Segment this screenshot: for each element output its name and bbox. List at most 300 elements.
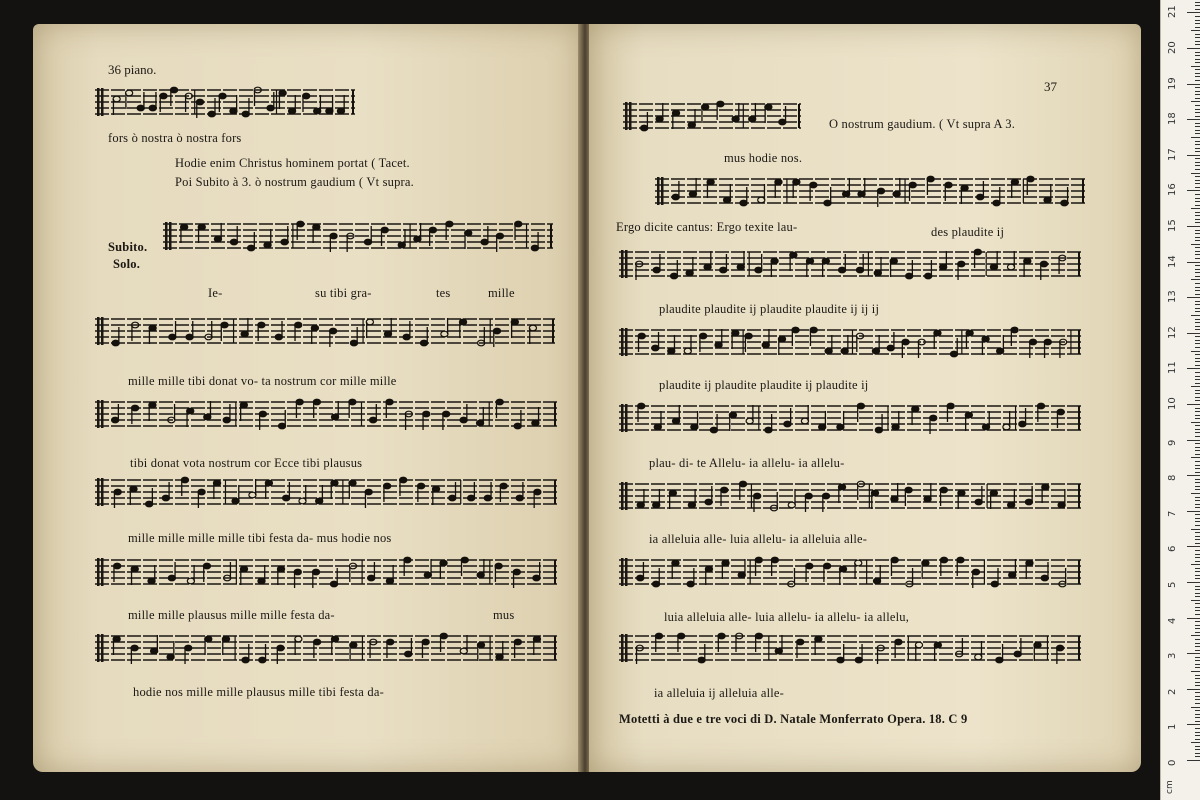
note-head — [873, 578, 880, 584]
note-head — [961, 185, 968, 191]
ruler-tick — [1195, 728, 1200, 729]
note-head — [440, 560, 447, 566]
ruler-tick — [1195, 212, 1200, 213]
note-head — [514, 639, 521, 645]
note-head — [349, 480, 356, 486]
ruler-unit: cm — [1165, 780, 1175, 794]
note-head — [429, 227, 436, 233]
note-head — [112, 340, 119, 346]
note-head — [331, 636, 338, 642]
rubric-solo: Solo. — [113, 257, 141, 271]
book-spread — [33, 24, 1143, 776]
ruler-tick — [1195, 486, 1200, 487]
ruler-tick — [1195, 703, 1200, 704]
ruler-tick — [1195, 482, 1200, 483]
ruler-tick — [1195, 5, 1200, 6]
ruler-tick — [1187, 511, 1200, 512]
clef-mark — [621, 328, 624, 356]
note-head — [1019, 421, 1026, 427]
ruler-tick — [1195, 254, 1200, 255]
note-head — [775, 648, 782, 654]
staff-svg — [95, 470, 557, 522]
lyric-line: mille mille tibi donat vo- ta nostrum cor mille mille — [128, 374, 397, 388]
ruler-tick — [1187, 724, 1200, 725]
ruler-tick — [1195, 247, 1200, 248]
note-head — [837, 657, 844, 663]
note-head — [678, 633, 685, 639]
note-head — [314, 108, 321, 114]
ruler-tick — [1187, 653, 1200, 654]
ruler-label: 21 — [1167, 5, 1178, 19]
note-head — [895, 639, 902, 645]
ruler-tick — [1195, 9, 1200, 10]
ruler-tick — [1195, 73, 1200, 74]
lyric-line: tibi donat vota nostrum cor Ecce tibi plausus — [130, 456, 363, 470]
ruler-tick — [1191, 208, 1200, 209]
ruler-tick — [1187, 48, 1200, 49]
ruler-tick — [1195, 429, 1200, 430]
ruler-tick — [1195, 201, 1200, 202]
ruler-tick — [1195, 436, 1200, 437]
ruler-tick — [1195, 372, 1200, 373]
note-head — [204, 414, 211, 420]
note-head — [746, 418, 753, 424]
clef-mark — [625, 328, 628, 356]
note-head — [801, 418, 808, 424]
note-head — [700, 333, 707, 339]
note-head — [718, 633, 725, 639]
ruler-tick — [1195, 714, 1200, 715]
note-head — [739, 481, 746, 487]
ruler-tick — [1195, 76, 1200, 77]
note-head — [495, 563, 502, 569]
note-head — [477, 642, 484, 648]
note-head — [672, 194, 679, 200]
note-head — [754, 493, 761, 499]
staff-svg — [619, 396, 1081, 448]
music-staff — [619, 626, 1081, 678]
ruler-tick — [1195, 746, 1200, 747]
note-head — [637, 575, 644, 581]
ruler-tick — [1195, 294, 1200, 295]
note-head — [221, 322, 228, 328]
note-head — [656, 116, 663, 122]
ruler-label: 7 — [1167, 510, 1178, 517]
note-head — [114, 489, 121, 495]
note-head — [198, 224, 205, 230]
note-head — [476, 420, 483, 426]
note-head — [170, 87, 177, 93]
note-head — [312, 569, 319, 575]
note-head — [784, 421, 791, 427]
note-head — [940, 487, 947, 493]
ruler-tick — [1195, 660, 1200, 661]
ruler-tick — [1187, 368, 1200, 369]
ruler-label: 6 — [1167, 546, 1178, 553]
note-head — [500, 483, 507, 489]
lyric-line: mille mille mille mille tibi festa da- mus hodie nos — [128, 531, 392, 545]
note-head — [669, 490, 676, 496]
ruler-tick — [1195, 543, 1200, 544]
note-head — [841, 348, 848, 354]
lyric-fragment: des plaudite ij — [931, 225, 1005, 239]
staff-svg — [619, 242, 1081, 294]
note-head — [927, 176, 934, 182]
note-head — [1044, 197, 1051, 203]
music-staff — [95, 470, 557, 522]
note-head — [755, 633, 762, 639]
note-head — [350, 642, 357, 648]
note-head — [762, 342, 769, 348]
note-head — [775, 179, 782, 185]
ruler-tick — [1195, 692, 1200, 693]
instruction-line: Poi Subito à 3. ò nostrum gaudium ( Vt supra. — [175, 175, 414, 189]
music-staff — [163, 214, 553, 266]
clef-mark — [97, 634, 100, 662]
ruler-tick — [1195, 162, 1200, 163]
note-head — [350, 340, 357, 346]
ruler-tick — [1195, 347, 1200, 348]
ruler-tick — [1195, 112, 1200, 113]
ruler-tick — [1191, 671, 1200, 672]
ruler-tick — [1195, 664, 1200, 665]
note-head — [689, 191, 696, 197]
ruler-tick — [1195, 415, 1200, 416]
ruler-tick — [1195, 55, 1200, 56]
note-head — [149, 402, 156, 408]
staff-svg — [95, 80, 355, 126]
ruler-label: 10 — [1167, 397, 1178, 410]
ruler-tick — [1191, 707, 1200, 708]
note-head — [531, 245, 538, 251]
clef-mark — [621, 250, 624, 278]
ruler-tick — [1195, 265, 1200, 266]
ruler-label: 17 — [1167, 148, 1178, 161]
note-head — [732, 116, 739, 122]
note-head — [788, 502, 795, 508]
music-staff — [619, 242, 1081, 294]
ruler-tick — [1195, 447, 1200, 448]
ruler-tick — [1195, 650, 1200, 651]
note-head — [534, 489, 541, 495]
ruler-tick — [1195, 500, 1200, 501]
ruler-tick — [1187, 190, 1200, 191]
ruler-tick — [1195, 141, 1200, 142]
ruler-tick — [1195, 504, 1200, 505]
staff-svg — [95, 309, 555, 361]
ruler-tick — [1187, 262, 1200, 263]
ruler-tick — [1195, 222, 1200, 223]
note-head — [240, 566, 247, 572]
note-head — [720, 267, 727, 273]
ruler-tick — [1195, 304, 1200, 305]
clef-mark — [661, 177, 664, 205]
note-head — [299, 498, 306, 504]
ruler-tick — [1195, 98, 1200, 99]
ruler-tick — [1195, 749, 1200, 750]
note-head — [313, 399, 320, 405]
ruler-tick — [1187, 226, 1200, 227]
note-head — [672, 560, 679, 566]
note-head — [1041, 575, 1048, 581]
ruler-label: 5 — [1167, 581, 1178, 588]
ruler-tick — [1195, 165, 1200, 166]
ruler-tick — [1195, 258, 1200, 259]
note-head — [303, 93, 310, 99]
note-head — [924, 496, 931, 502]
ruler-tick — [1195, 514, 1200, 515]
note-head — [810, 327, 817, 333]
note-head — [958, 490, 965, 496]
ruler-tick — [1195, 497, 1200, 498]
note-head — [265, 480, 272, 486]
note-head — [990, 490, 997, 496]
clef-mark — [625, 102, 628, 130]
ruler-tick — [1187, 333, 1200, 334]
note-head — [975, 654, 982, 660]
clef-mark — [101, 634, 104, 662]
ruler-tick — [1191, 564, 1200, 565]
note-head — [481, 239, 488, 245]
note-head — [765, 104, 772, 110]
ruler-tick — [1195, 287, 1200, 288]
note-head — [513, 569, 520, 575]
note-head — [381, 227, 388, 233]
ruler-tick — [1195, 133, 1200, 134]
ruler-tick — [1191, 101, 1200, 102]
note-head — [975, 499, 982, 505]
note-head — [837, 424, 844, 430]
note-head — [815, 636, 822, 642]
lyric-fragment: mus — [493, 608, 515, 622]
note-head — [982, 424, 989, 430]
ruler-tick — [1191, 66, 1200, 67]
ruler-tick — [1195, 667, 1200, 668]
note-head — [443, 411, 450, 417]
ruler-tick — [1195, 596, 1200, 597]
note-head — [793, 179, 800, 185]
note-head — [1008, 502, 1015, 508]
ruler-tick — [1195, 109, 1200, 110]
ruler-tick — [1195, 329, 1200, 330]
ruler-tick — [1195, 682, 1200, 683]
note-head — [198, 489, 205, 495]
staff-svg — [163, 214, 553, 266]
clef-mark — [621, 558, 624, 586]
ruler-tick — [1195, 400, 1200, 401]
note-head — [872, 348, 879, 354]
staff-svg — [623, 94, 801, 140]
note-head — [822, 493, 829, 499]
ruler-tick — [1195, 52, 1200, 53]
note-head — [316, 498, 323, 504]
ruler-tick — [1187, 689, 1200, 690]
ruler-label: 9 — [1167, 439, 1178, 446]
ruler-tick — [1195, 144, 1200, 145]
lyric-line: mille mille plausus mille mille festa da- — [128, 608, 335, 622]
note-head — [1024, 258, 1031, 264]
right-page-number: 37 — [1044, 79, 1057, 94]
ruler-label: 16 — [1167, 183, 1178, 197]
note-head — [337, 108, 344, 114]
note-head — [230, 239, 237, 245]
ruler-tick — [1195, 657, 1200, 658]
staff-svg — [619, 474, 1081, 526]
ruler-tick — [1195, 610, 1200, 611]
note-head — [404, 557, 411, 563]
ruler-tick — [1195, 269, 1200, 270]
ruler-tick — [1187, 297, 1200, 298]
lyric-fragment: su tibi gra- — [315, 286, 372, 300]
note-head — [514, 423, 521, 429]
note-head — [365, 489, 372, 495]
note-head — [688, 502, 695, 508]
ruler-label: 15 — [1167, 219, 1178, 232]
note-head — [364, 239, 371, 245]
note-head — [653, 267, 660, 273]
note-head — [230, 108, 237, 114]
note-head — [242, 657, 249, 663]
note-head — [1009, 572, 1016, 578]
ruler-tick — [1195, 2, 1200, 3]
ruler-tick — [1195, 311, 1200, 312]
ruler-tick — [1195, 532, 1200, 533]
note-head — [496, 233, 503, 239]
ruler-tick — [1195, 358, 1200, 359]
inline-instruction: O nostrum gaudium. ( Vt supra A 3. — [829, 117, 1016, 131]
note-head — [806, 563, 813, 569]
note-head — [1034, 642, 1041, 648]
lyric-line: luia alleluia alle- luia allelu- ia allelu- ia allelu, — [664, 610, 910, 624]
ruler-tick — [1191, 457, 1200, 458]
note-head — [972, 569, 979, 575]
staff-svg — [619, 320, 1081, 372]
note-head — [721, 487, 728, 493]
ruler-tick — [1195, 105, 1200, 106]
clef-mark — [165, 222, 168, 250]
note-head — [329, 328, 336, 334]
note-head — [755, 557, 762, 563]
note-head — [806, 258, 813, 264]
ruler-label: 14 — [1167, 254, 1178, 268]
note-head — [990, 264, 997, 270]
note-head — [724, 197, 731, 203]
ruler-tick — [1191, 635, 1200, 636]
note-head — [966, 330, 973, 336]
note-head — [982, 336, 989, 342]
note-head — [715, 342, 722, 348]
note-head — [384, 331, 391, 337]
ruler-tick — [1195, 408, 1200, 409]
lyric-line: mus hodie nos. — [724, 151, 803, 165]
ruler-tick — [1195, 34, 1200, 35]
ruler-label: 12 — [1167, 326, 1178, 339]
note-head — [905, 487, 912, 493]
note-head — [1037, 403, 1044, 409]
note-head — [405, 651, 412, 657]
note-head — [214, 236, 221, 242]
clef-mark — [101, 88, 104, 116]
ruler-tick — [1195, 233, 1200, 234]
note-head — [167, 654, 174, 660]
note-head — [686, 270, 693, 276]
note-head — [1057, 409, 1064, 415]
note-head — [296, 399, 303, 405]
ruler-tick — [1195, 180, 1200, 181]
lyric-fragment: mille — [488, 286, 515, 300]
ruler-tick — [1195, 183, 1200, 184]
note-head — [313, 224, 320, 230]
note-head — [386, 399, 393, 405]
ruler-tick — [1195, 472, 1200, 473]
note-head — [638, 333, 645, 339]
clef-mark — [97, 88, 100, 116]
ruler-tick — [1195, 568, 1200, 569]
lyric-line: ia alleluia ij alleluia alle- — [654, 686, 785, 700]
note-head — [722, 560, 729, 566]
note-head — [232, 498, 239, 504]
ruler-tick — [1195, 550, 1200, 551]
ruler-label: 4 — [1167, 617, 1178, 624]
note-head — [1029, 339, 1036, 345]
clef-mark — [621, 634, 624, 662]
ruler-tick — [1191, 742, 1200, 743]
staff-svg — [655, 169, 1085, 221]
note-head — [511, 319, 518, 325]
note-head — [277, 645, 284, 651]
note-head — [449, 495, 456, 501]
ruler-tick — [1195, 632, 1200, 633]
note-head — [148, 578, 155, 584]
note-head — [855, 560, 862, 566]
note-head — [974, 249, 981, 255]
note-head — [160, 93, 167, 99]
lyric-line: hodie nos mille mille plausus mille tibi festa da- — [133, 685, 384, 699]
music-staff — [619, 474, 1081, 526]
ruler-tick — [1195, 721, 1200, 722]
note-head — [313, 639, 320, 645]
ruler-tick — [1195, 468, 1200, 469]
note-head — [890, 258, 897, 264]
note-head — [414, 236, 421, 242]
ruler-tick — [1195, 643, 1200, 644]
ruler-tick — [1195, 717, 1200, 718]
note-head — [181, 477, 188, 483]
clef-mark — [97, 558, 100, 586]
ruler-tick — [1195, 699, 1200, 700]
note-head — [877, 188, 884, 194]
note-head — [259, 411, 266, 417]
note-head — [278, 423, 285, 429]
note-head — [940, 264, 947, 270]
ruler-tick — [1195, 479, 1200, 480]
ruler-tick — [1195, 432, 1200, 433]
note-head — [131, 566, 138, 572]
ruler-tick — [1195, 198, 1200, 199]
note-head — [516, 495, 523, 501]
ruler-tick — [1195, 465, 1200, 466]
ruler-tick — [1187, 582, 1200, 583]
note-head — [732, 330, 739, 336]
ruler-tick — [1195, 685, 1200, 686]
note-head — [368, 575, 375, 581]
music-staff — [623, 94, 801, 140]
note-head — [655, 633, 662, 639]
note-head — [670, 273, 677, 279]
ruler-tick — [1195, 272, 1200, 273]
ruler-tick — [1195, 251, 1200, 252]
note-head — [294, 569, 301, 575]
